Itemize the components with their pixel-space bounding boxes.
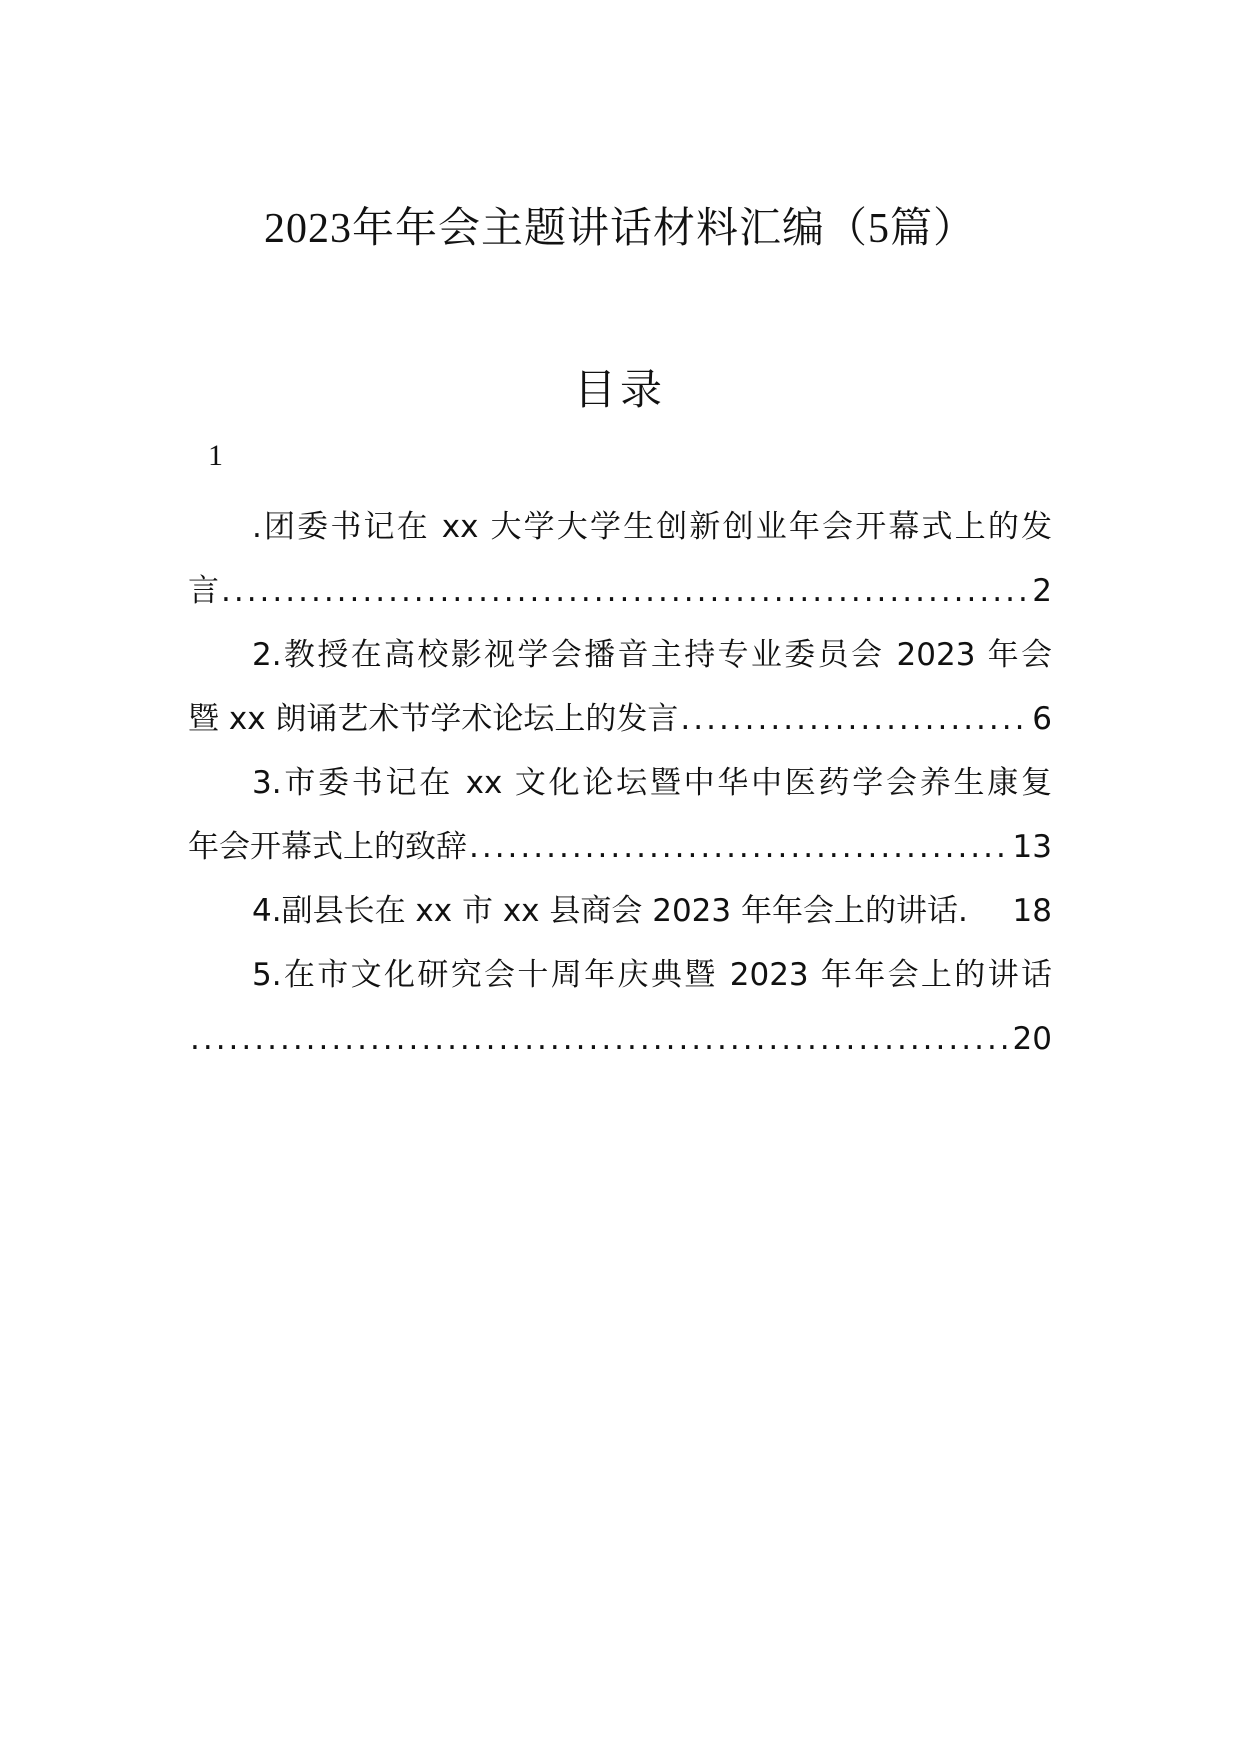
dot-leader	[469, 815, 1011, 879]
toc-entry-4-text: 4.副县长在 xx 市 xx 县商会 2023 年年会上的讲话.	[252, 893, 968, 929]
table-of-contents	[188, 495, 1052, 1071]
toc-entry-3-page: 13	[1012, 829, 1052, 865]
toc-heading: 目录	[573, 365, 666, 414]
toc-entry-3-line-1[interactable]: 3.市委书记在 xx 文化论坛暨中华中医药学会养生康复	[252, 765, 1052, 801]
toc-entry-2-page: 6	[1032, 701, 1052, 737]
title-text: 年年会主题讲话材料汇编（	[351, 203, 868, 252]
title-year: 2023	[263, 206, 352, 252]
toc-entry-1-line-1[interactable]: .团委书记在 xx 大学大学生创新创业年会开幕式上的发	[252, 509, 1052, 545]
toc-entry-2-line-2[interactable]	[188, 687, 1052, 751]
toc-entry-4-page: 18	[1012, 893, 1052, 929]
toc-entry-2-text-end: 暨 xx 朗诵艺术节学术论坛上的发言	[188, 701, 679, 737]
dot-leader	[680, 687, 1030, 751]
stray-number: 1	[208, 439, 223, 472]
toc-entry-2-line-1[interactable]: 2.教授在高校影视学会播音主持专业委员会 2023 年会	[252, 637, 1052, 673]
toc-entry-3-text-end: 年会开幕式上的致辞	[188, 829, 467, 865]
toc-entry-5-page: 20	[1012, 1021, 1052, 1057]
toc-entry-1-page: 2	[1032, 573, 1052, 609]
document-title	[0, 198, 1240, 259]
title-suffix: 篇）	[890, 203, 977, 252]
dot-leader	[221, 559, 1030, 623]
toc-entry-5-line-2[interactable]	[188, 1007, 1052, 1071]
toc-entry-1-line-2[interactable]	[188, 559, 1052, 623]
toc-entry-4[interactable]	[188, 879, 1052, 943]
toc-entry-3-line-2[interactable]	[188, 815, 1052, 879]
toc-entry-1-text-end: 言	[188, 573, 219, 609]
dot-leader	[190, 1007, 1011, 1071]
title-count: 5	[868, 206, 890, 252]
toc-entry-5-line-1[interactable]: 5.在市文化研究会十周年庆典暨 2023 年年会上的讲话	[252, 957, 1052, 993]
